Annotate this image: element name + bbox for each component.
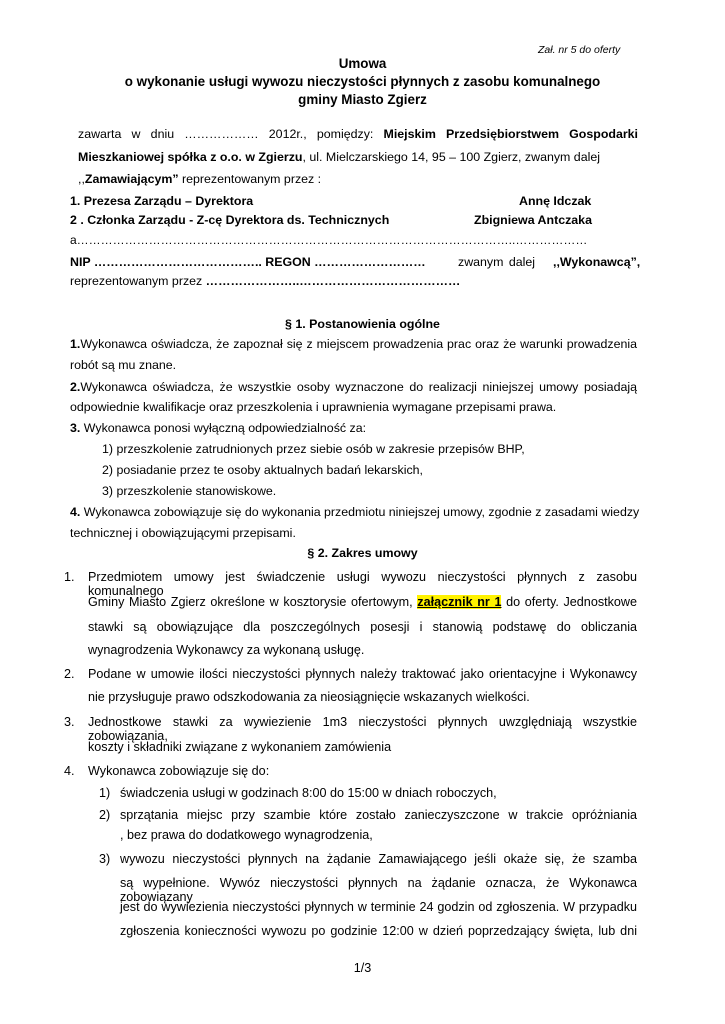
- nip-regon-line: NIP ………………………………….. REGON ………………………: [70, 255, 426, 269]
- s2-sub-3-line-4: zgłoszenia konieczności wywozu po godzinie 12:00 w dzień poprzedzający święta, lub dni: [120, 924, 637, 938]
- s2-item-4-line-1: Wykonawca zobowiązuje się do:: [88, 764, 270, 778]
- s2-item-1-num: 1.: [64, 570, 75, 584]
- zamawiajacy-label: Zamawiającym”: [84, 172, 179, 186]
- s1-p2-line-2: odpowiednie kwalifikacje oraz przeszkolenia i uprawnienia wymagane przepisami prawa.: [70, 400, 557, 414]
- s2-sub-1-num: 1): [99, 786, 111, 800]
- s1-p2-num: 2.: [70, 380, 81, 394]
- s2-sub-3-line-2: są wypełnione. Wywóz nieczystości płynnych na żądanie oznacza, że Wykonawca zobowiązany: [120, 876, 637, 904]
- intro-company-name-a: Miejskim Przedsiębiorstwem Gospodarki: [383, 127, 638, 141]
- s1-p1-text: Wykonawca oświadcza, że zapoznał się z miejscem prowadzenia prac oraz że warunki prowadzenia: [80, 337, 637, 351]
- s1-p3-item-2: 2) posiadanie przez te osoby aktualnych badań lekarskich,: [102, 463, 423, 477]
- s2-item-1-text-b: do oferty. Jednostkowe: [506, 595, 638, 609]
- s1-p3-num: 3.: [70, 421, 81, 435]
- rep-1-name: Annę Idczak: [519, 194, 592, 208]
- represented-by-line: [70, 274, 460, 288]
- s2-item-2-line-1: Podane w umowie ilości nieczystości płynnych należy traktować jako orientacyjne i Wykonawcy: [88, 667, 637, 681]
- s2-sub-2-num: 2): [99, 808, 111, 822]
- wykonawca-label-a: zwanym dalej: [458, 255, 536, 269]
- s1-p1-line-2: robót są mu znane.: [70, 358, 177, 372]
- section-2-heading: § 2. Zakres umowy: [307, 546, 418, 560]
- rep-2-role: 2 . Członka Zarządu - Z-cę Dyrektora ds. Technicznych: [70, 213, 390, 227]
- intro-line-3: [78, 172, 321, 186]
- s1-p1-num: 1.: [70, 337, 81, 351]
- s1-p3-item-3: 3) przeszkolenie stanowiskowe.: [102, 484, 277, 498]
- represented-by-label: reprezentowanym przez: [70, 274, 206, 288]
- attachment-note: Zał. nr 5 do oferty: [538, 44, 621, 56]
- s2-sub-2-line-1: sprzątania miejsc przy szambie które zostało zanieczyszczone w trakcie opróżniania: [120, 808, 637, 822]
- s2-item-3-line-1: Jednostkowe stawki za wywiezienie 1m3 nieczystości płynnych uwzględniają wszystkie zobowiązania,: [88, 715, 637, 743]
- section-1-heading: § 1. Postanowienia ogólne: [285, 317, 440, 331]
- s2-item-1-line-2: [88, 595, 637, 609]
- intro-contract-date: zawarta w dniu ……………… 2012r., pomiędzy:: [78, 127, 374, 141]
- s2-sub-3-line-1: wywozu nieczystości płynnych na żądanie Zamawiającego jeśli okaże się, że szamba: [120, 852, 637, 866]
- s2-item-1-line-4: wynagrodzenia Wykonawcy za wykonaną usługę.: [88, 643, 365, 657]
- s2-item-1-text-a: Gminy Miasto Zgierz określone w kosztorysie ofertowym,: [88, 595, 413, 609]
- s2-item-2-num: 2.: [64, 667, 75, 681]
- title-line-3: gminy Miasto Zgierz: [298, 92, 427, 107]
- intro-line-1: [78, 127, 638, 141]
- s1-p4-text: Wykonawca zobowiązuje się do wykonania przedmiotu niniejszej umowy, zgodnie z zasadami wiedzy: [80, 505, 640, 519]
- intro-company-address: , ul. Mielczarskiego 14, 95 – 100 Zgierz, zwanym dalej: [302, 150, 600, 164]
- s1-p2-text: Wykonawca oświadcza, że wszystkie osoby wyznaczone do realizacji niniejszej umowy posiadają: [80, 380, 637, 394]
- intro-line-2: [78, 150, 600, 164]
- s2-item-2-line-2: nie przysługuje prawo odszkodowania za nieosiągnięcie wskazanych wielkości.: [88, 690, 530, 704]
- represented-by: reprezentowanym przez :: [178, 172, 322, 186]
- contractor-blank-line: a………………………………………………………………………………………………..………………: [70, 233, 588, 247]
- attachment-1-highlight: załącznik nr 1: [417, 595, 502, 609]
- s2-sub-2-line-2: , bez prawa do dodatkowego wynagrodzenia,: [120, 828, 373, 842]
- s2-sub-1-line-1: świadczenia usługi w godzinach 8:00 do 15:00 w dniach roboczych,: [120, 786, 497, 800]
- s1-p3-line-1: [70, 421, 366, 435]
- title-line-2: o wykonanie usługi wywozu nieczystości płynnych z zasobu komunalnego: [124, 74, 601, 89]
- page-number: 1/3: [353, 961, 372, 975]
- rep-1-role: 1. Prezesa Zarządu – Dyrektora: [70, 194, 254, 208]
- wykonawca-label-b: ,,Wykonawcą”,: [553, 255, 641, 269]
- s1-p1-line-1: [70, 337, 637, 351]
- title-line-1: Umowa: [338, 56, 387, 71]
- s2-item-4-num: 4.: [64, 764, 75, 778]
- intro-company-name-b: Mieszkaniowej spółka z o.o. w Zgierzu: [78, 150, 303, 164]
- s2-item-3-num: 3.: [64, 715, 75, 729]
- s1-p4-num: 4.: [70, 505, 81, 519]
- s1-p3-item-1: 1) przeszkolenie zatrudnionych przez siebie osób w zakresie przepisów BHP,: [102, 442, 525, 456]
- s1-p4-line-2: technicznej i obowiązującymi przepisami.: [70, 526, 296, 540]
- s1-p2-line-1: [70, 380, 637, 394]
- s2-sub-3-num: 3): [99, 852, 111, 866]
- represented-by-dots: …………………..…………………………………: [205, 274, 461, 288]
- s2-item-1-line-3: stawki są obowiązujące dla poszczególnych posesji i stanowią podstawę do obliczania: [88, 620, 637, 634]
- s1-p3-text: Wykonawca ponosi wyłączną odpowiedzialność za:: [80, 421, 367, 435]
- s2-sub-3-line-3: jest do wywiezienia nieczystości płynnych w terminie 24 godzin od zgłoszenia. W przypadku: [120, 900, 637, 914]
- rep-2-name: Zbigniewa Antczaka: [474, 213, 592, 227]
- s1-p4-line-1: [70, 505, 639, 519]
- s2-item-1-line-1: Przedmiotem umowy jest świadczenie usługi wywozu nieczystości płynnych z zasobu komunalnego: [88, 570, 637, 598]
- s2-item-3-line-2: koszty i składniki związane z wykonaniem zamówienia: [88, 740, 392, 754]
- quote-open: ,,: [78, 172, 85, 186]
